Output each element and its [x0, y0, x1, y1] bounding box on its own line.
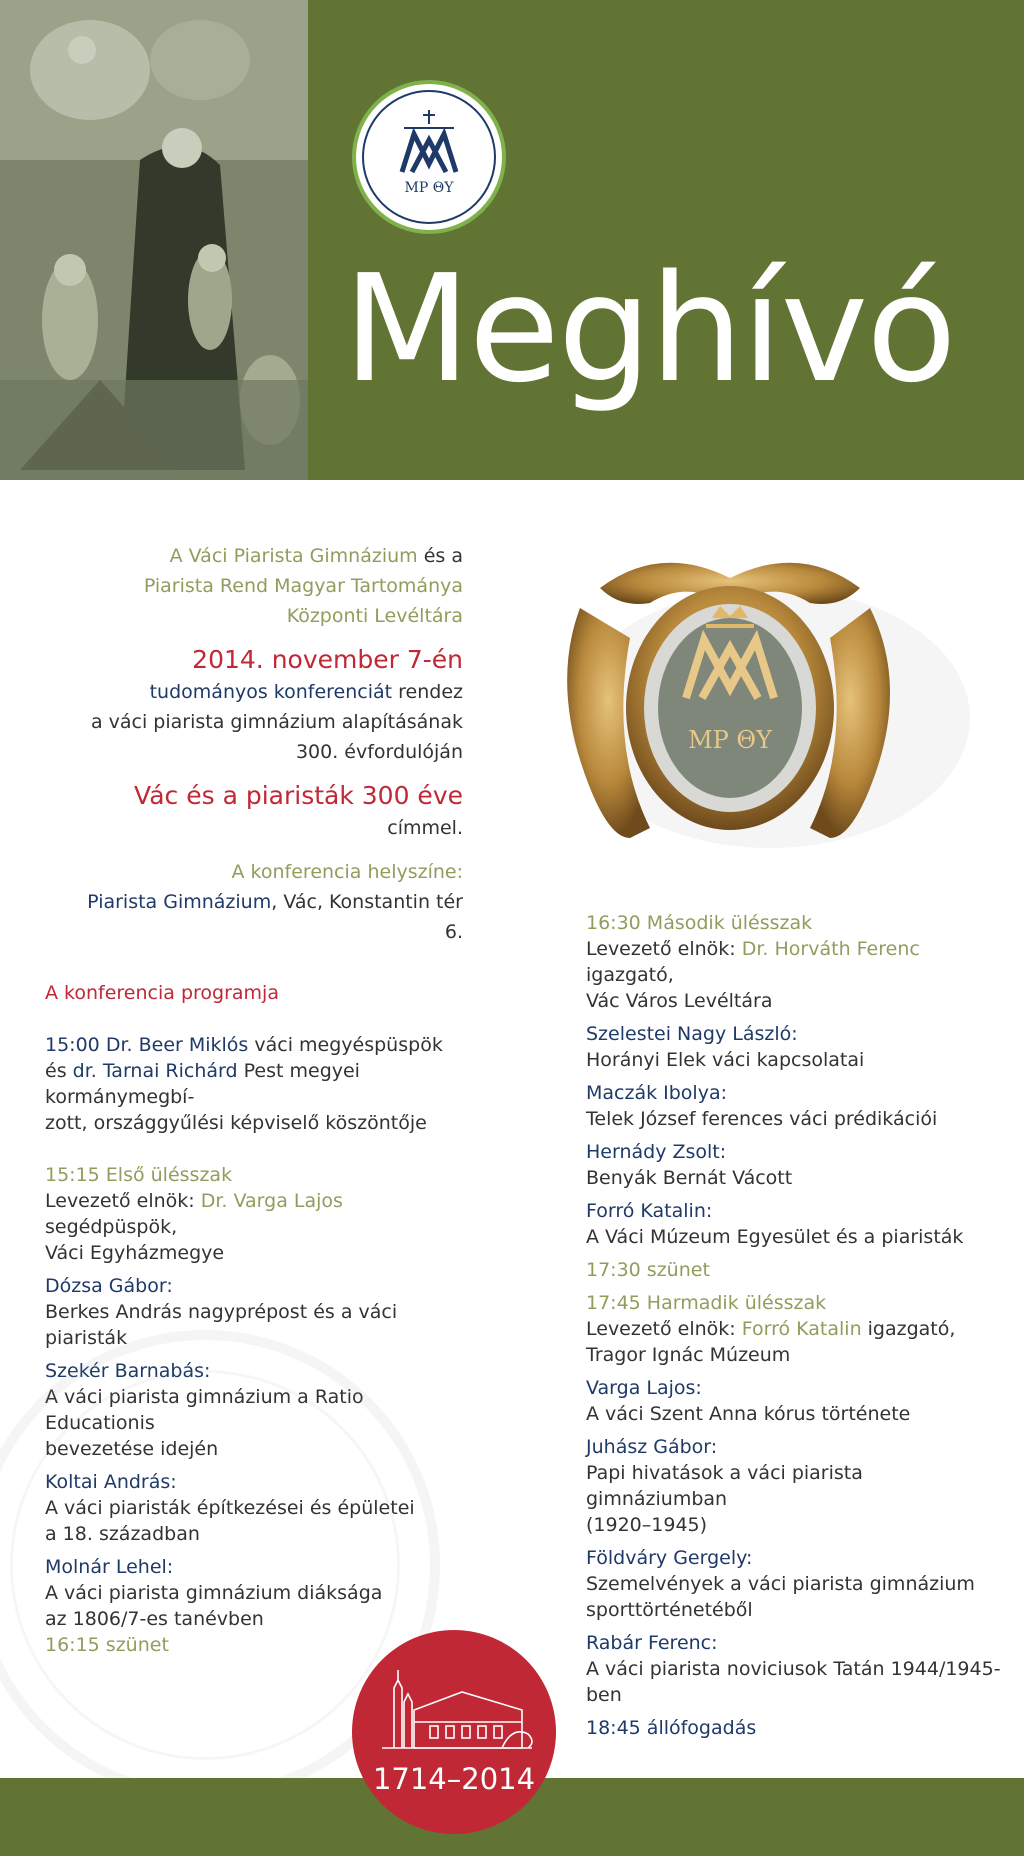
talk-title-line: A váci piarista gimnázium a Ratio Educationis [45, 1386, 364, 1434]
chair-label: Levezető elnök: [586, 938, 742, 960]
gilded-monogram-ornament [540, 548, 980, 860]
chair-role: segédpüspök, [45, 1216, 178, 1238]
org-connector: és a [417, 545, 463, 567]
org-name-school: A Váci Piarista Gimnázium [169, 545, 418, 567]
session-2-chair-org: Vác Város Levéltára [586, 990, 773, 1012]
talk-speaker: Varga Lajos: [586, 1377, 702, 1399]
session-1-chair [45, 1188, 475, 1240]
theme-suffix: címmel. [387, 817, 463, 839]
school-building-icon [352, 1630, 556, 1834]
theme-line [80, 781, 463, 843]
talk-speaker: Szekér Barnabás: [45, 1360, 211, 1382]
org-name-province: Piarista Rend Magyar Tartománya [143, 575, 463, 597]
venue-label: A konferencia helyszíne: [231, 861, 463, 883]
opening-speaker-2: dr. Tarnai Richárd [72, 1060, 238, 1082]
anniversary-badge [352, 1630, 556, 1834]
watermark-seal-inner [10, 1370, 400, 1760]
event-date: 2014. november 7-én [192, 645, 463, 674]
talk-title-line: bevezetése idején [45, 1438, 219, 1460]
session-2-chair [586, 936, 1006, 988]
svg-text:ΜΡ ΘΥ: ΜΡ ΘΥ [688, 726, 772, 754]
reception: 18:45 állófogadás [586, 1717, 757, 1739]
talk-speaker: Forró Katalin: [586, 1200, 713, 1222]
session-1-chair-org: Váci Egyházmegye [45, 1242, 225, 1264]
chair-name: Dr. Horváth Ferenc [741, 938, 920, 960]
intro-block [80, 541, 463, 947]
talk-title-line: A Váci Múzeum Egyesület és a piaristák [586, 1226, 964, 1248]
break-1: 16:15 szünet [45, 1634, 169, 1656]
anniversary-years: 1714–2014 [372, 1762, 536, 1796]
venue-name: Piarista Gimnázium [87, 891, 272, 913]
talk-list [586, 1014, 1006, 1250]
chair-label: Levezető elnök: [586, 1318, 742, 1340]
program-right-column [586, 910, 1006, 1741]
session-3-title: 17:45 Harmadik ülésszak [586, 1292, 827, 1314]
piarist-logo [352, 80, 506, 234]
talk-speaker: Maczák Ibolya: [586, 1082, 727, 1104]
talk-speaker: Szelestei Nagy László: [586, 1023, 798, 1045]
program-heading: A konferencia programja [45, 982, 279, 1004]
talk-speaker: Koltai András: [45, 1471, 177, 1493]
talk-title-line: Horányi Elek váci kapcsolatai [586, 1049, 865, 1071]
session-1-title: 15:15 Első ülésszak [45, 1164, 233, 1186]
intro-org-line [80, 541, 463, 571]
painting-image [0, 0, 308, 480]
talk-speaker: Molnár Lehel: [45, 1556, 174, 1578]
anniversary-line-b: 300. évfordulóján [295, 741, 463, 763]
anniversary-line-a: a váci piarista gimnázium alapításának [90, 711, 463, 733]
talk-speaker: Juhász Gábor: [586, 1436, 718, 1458]
talk-title-line: sporttörténetéből [586, 1599, 753, 1621]
talk-title-line: Telek József ferences váci prédikációi [586, 1108, 938, 1130]
talk-title-line: Szemelvények a váci piarista gimnázium [586, 1573, 975, 1595]
talk-title-line: A váci Szent Anna kórus története [586, 1403, 911, 1425]
auspice-mariae-monogram-icon [356, 84, 502, 230]
chair-role: igazgató, [861, 1318, 956, 1340]
talk-title-line: Benyák Bernát Vácott [586, 1167, 793, 1189]
session-2-title: 16:30 Második ülésszak [586, 912, 813, 934]
talk-speaker: Dózsa Gábor: [45, 1275, 173, 1297]
conf-line [80, 677, 463, 707]
talk-speaker: Hernády Zsolt: [586, 1141, 727, 1163]
opening-and: és [45, 1060, 73, 1082]
talk-list [586, 1368, 1006, 1708]
opening-role-2: Pest megyei kormánymegbí- [45, 1060, 360, 1108]
page-title: Meghívó [343, 243, 955, 415]
break-2: 17:30 szünet [586, 1259, 710, 1281]
talk-speaker: Rabár Ferenc: [586, 1632, 718, 1654]
org-name-archive: Központi Levéltára [286, 605, 463, 627]
session-3-chair [586, 1316, 1006, 1342]
opening-line-1 [45, 1032, 475, 1058]
opening-time: 15:00 [45, 1034, 100, 1056]
talk-title-line: az 1806/7-es tanévben [45, 1608, 264, 1630]
talk-title-line: A váci piarista gimnázium diáksága [45, 1582, 383, 1604]
talk-title-line: Berkes András nagyprépost és a váci piaristák [45, 1301, 398, 1349]
opening-speaker-1: Dr. Beer Miklós [105, 1034, 249, 1056]
conf-type: tudományos konferenciát [149, 681, 393, 703]
talk-speaker: Földváry Gergely: [586, 1547, 753, 1569]
talk-title-line: Papi hivatások a váci piarista gimnáziumban [586, 1462, 863, 1510]
chair-role: igazgató, [586, 964, 674, 986]
conf-suffix: rendez [392, 681, 463, 703]
talk-title-line: a 18. században [45, 1523, 200, 1545]
opening-line-2 [45, 1058, 475, 1110]
logo-caption: ΜΡ ΘΥ [404, 180, 454, 196]
opening-role-1: váci megyéspüspök [248, 1034, 443, 1056]
talk-title-line: A váci piarista noviciusok Tatán 1944/1945-ben [586, 1658, 1001, 1706]
opening-line-3: zott, országgyűlési képviselő köszöntője [45, 1112, 427, 1134]
chair-name: Forró Katalin [741, 1318, 862, 1340]
talk-title-line: (1920–1945) [586, 1514, 708, 1536]
conf-theme: Vác és a piaristák 300 éve [134, 781, 463, 810]
venue-line [80, 887, 463, 947]
session-3-chair-org: Tragor Ignác Múzeum [586, 1344, 791, 1366]
venue-address: , Vác, Konstantin tér 6. [271, 891, 463, 943]
chair-name: Dr. Varga Lajos [200, 1190, 343, 1212]
chair-label: Levezető elnök: [45, 1190, 201, 1212]
talk-title-line: A váci piaristák építkezései és épületei [45, 1497, 415, 1519]
